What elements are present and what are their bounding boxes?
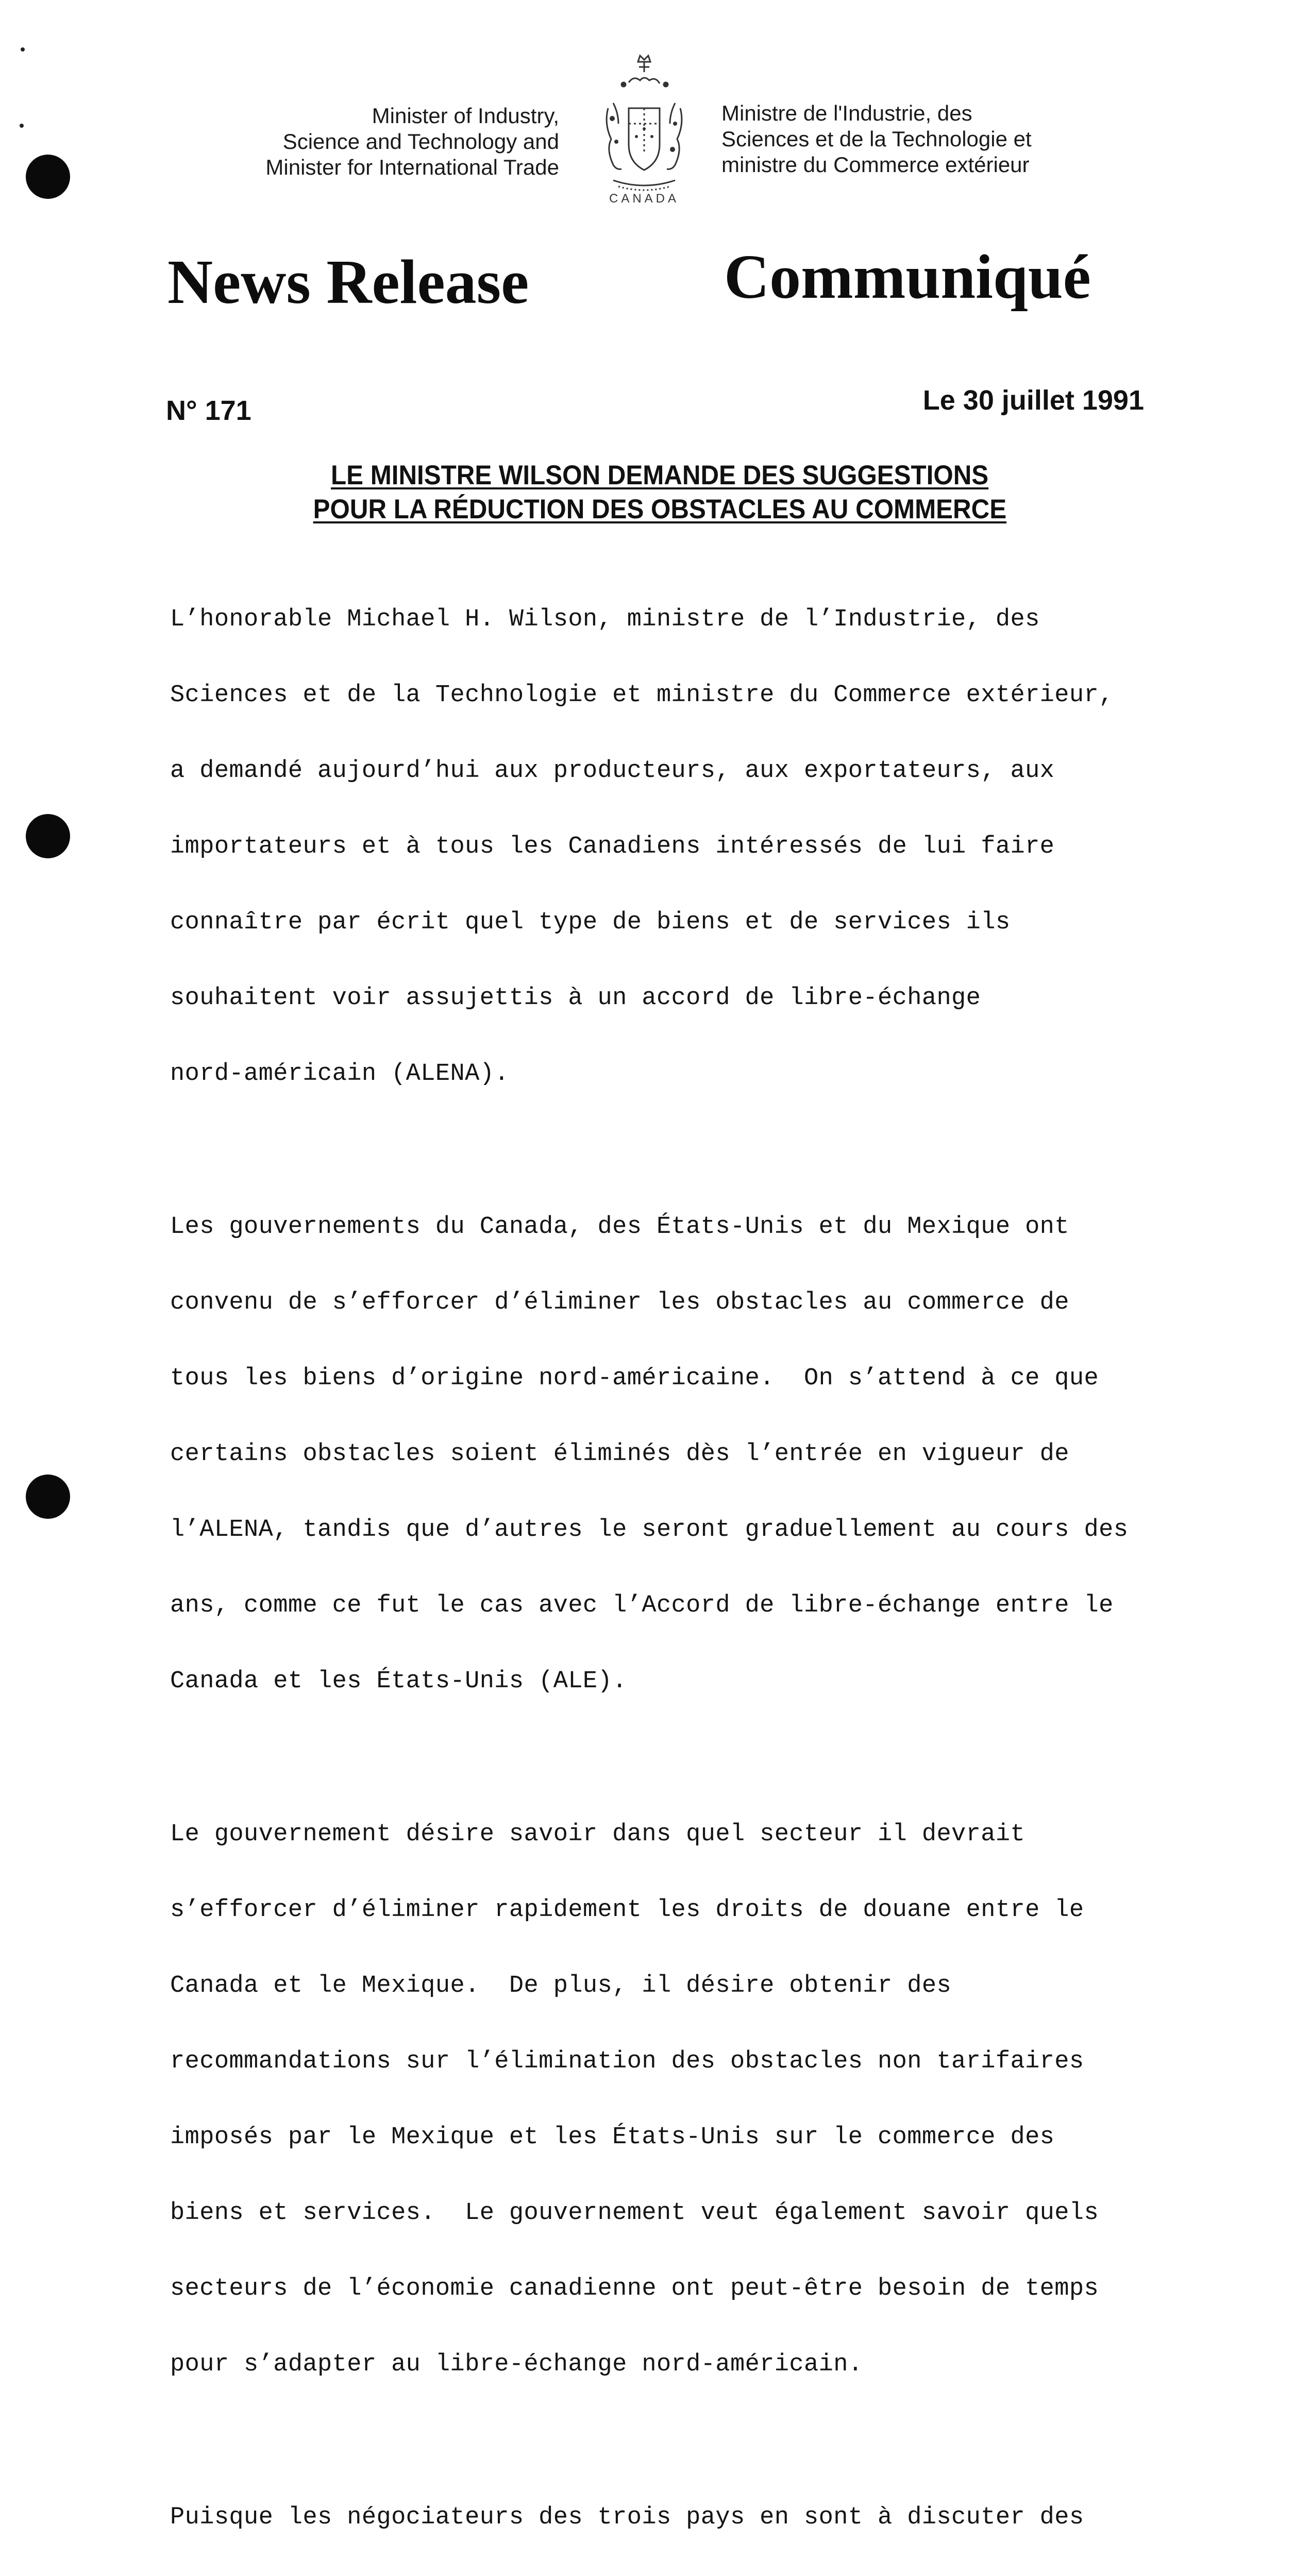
paragraph-1 (170, 556, 1159, 1137)
body-line: importateurs et à tous les Canadiens intéressés de lui faire (170, 833, 1055, 860)
body-line: secteurs de l’économie canadienne ont peut-être besoin de temps (170, 2275, 1099, 2302)
body-line: convenu de s’efforcer d’éliminer les obstacles au commerce de (170, 1289, 1069, 1316)
letterhead-english (196, 103, 559, 180)
emblem-caption: CANADA (609, 192, 680, 206)
body-line: Les gouvernements du Canada, des États-Unis et du Mexique ont (170, 1213, 1069, 1241)
body-line: nord-américain (ALENA). (170, 1060, 509, 1088)
body-line: s’efforcer d’éliminer rapidement les droits de douane entre le (170, 1896, 1084, 1924)
binder-hole-bottom (26, 1475, 70, 1519)
body-line: imposés par le Mexique et les États-Unis sur le commerce des (170, 2124, 1055, 2151)
headline-line-2: POUR LA RÉDUCTION DES OBSTACLES AU COMMERCE (313, 494, 1006, 524)
body-line: Canada et le Mexique. De plus, il désire obtenir des (170, 1972, 952, 1999)
scan-speck (21, 47, 25, 52)
paragraph-3 (170, 1771, 1159, 2428)
body-line: biens et services. Le gouvernement veut également savoir quels (170, 2199, 1099, 2227)
letterhead-french-line: Sciences et de la Technologie et (721, 127, 1032, 151)
body-line: Puisque les négociateurs des trois pays en sont à discuter des (170, 2504, 1084, 2531)
release-date: Le 30 juillet 1991 (922, 385, 1144, 416)
paragraph-4 (170, 2454, 1159, 2576)
paragraph-2 (170, 1164, 1159, 1744)
body-line: certains obstacles soient éliminés dès l’entrée en vigueur de (170, 1440, 1069, 1468)
body-line: l’ALENA, tandis que d’autres le seront graduellement au cours des (170, 1516, 1129, 1544)
scan-speck (20, 124, 24, 128)
body-line: a demandé aujourd’hui aux producteurs, aux exportateurs, aux (170, 757, 1055, 785)
release-number: N° 171 (166, 395, 251, 426)
letterhead-english-line: Minister of Industry, (372, 104, 559, 128)
binder-hole-top (26, 155, 70, 199)
title-news-release: News Release (167, 247, 529, 317)
body-line: tous les biens d’origine nord-américaine. On s’attend à ce que (170, 1365, 1099, 1392)
body-line: connaître par écrit quel type de biens et de services ils (170, 909, 1011, 936)
body-line: recommandations sur l’élimination des obstacles non tarifaires (170, 2048, 1084, 2075)
body-text (170, 556, 1159, 2576)
letterhead-english-line: Science and Technology and (282, 129, 559, 154)
letterhead-french-line: Ministre de l'Industrie, des (721, 101, 972, 125)
letterhead-french-line: ministre du Commerce extérieur (721, 152, 1030, 177)
body-line: pour s’adapter au libre-échange nord-américain. (170, 2351, 863, 2378)
body-line: Le gouvernement désire savoir dans quel secteur il devrait (170, 1821, 1026, 1848)
title-communique: Communiqué (724, 242, 1091, 312)
headline (196, 459, 1123, 527)
body-line: ans, comme ce fut le cas avec l’Accord de libre-échange entre le (170, 1592, 1114, 1619)
letterhead-french (721, 100, 1134, 178)
body-line: Canada et les États-Unis (ALE). (170, 1668, 627, 1695)
headline-line-1: LE MINISTRE WILSON DEMANDE DES SUGGESTIONS (330, 460, 989, 490)
body-line: Sciences et de la Technologie et ministre du Commerce extérieur, (170, 682, 1114, 709)
binder-hole-middle (26, 814, 70, 858)
letterhead-english-line: Minister for International Trade (265, 155, 559, 179)
body-line: souhaitent voir assujettis à un accord de libre-échange (170, 985, 981, 1012)
body-line: L’honorable Michael H. Wilson, ministre de l’Industrie, des (170, 606, 1040, 633)
